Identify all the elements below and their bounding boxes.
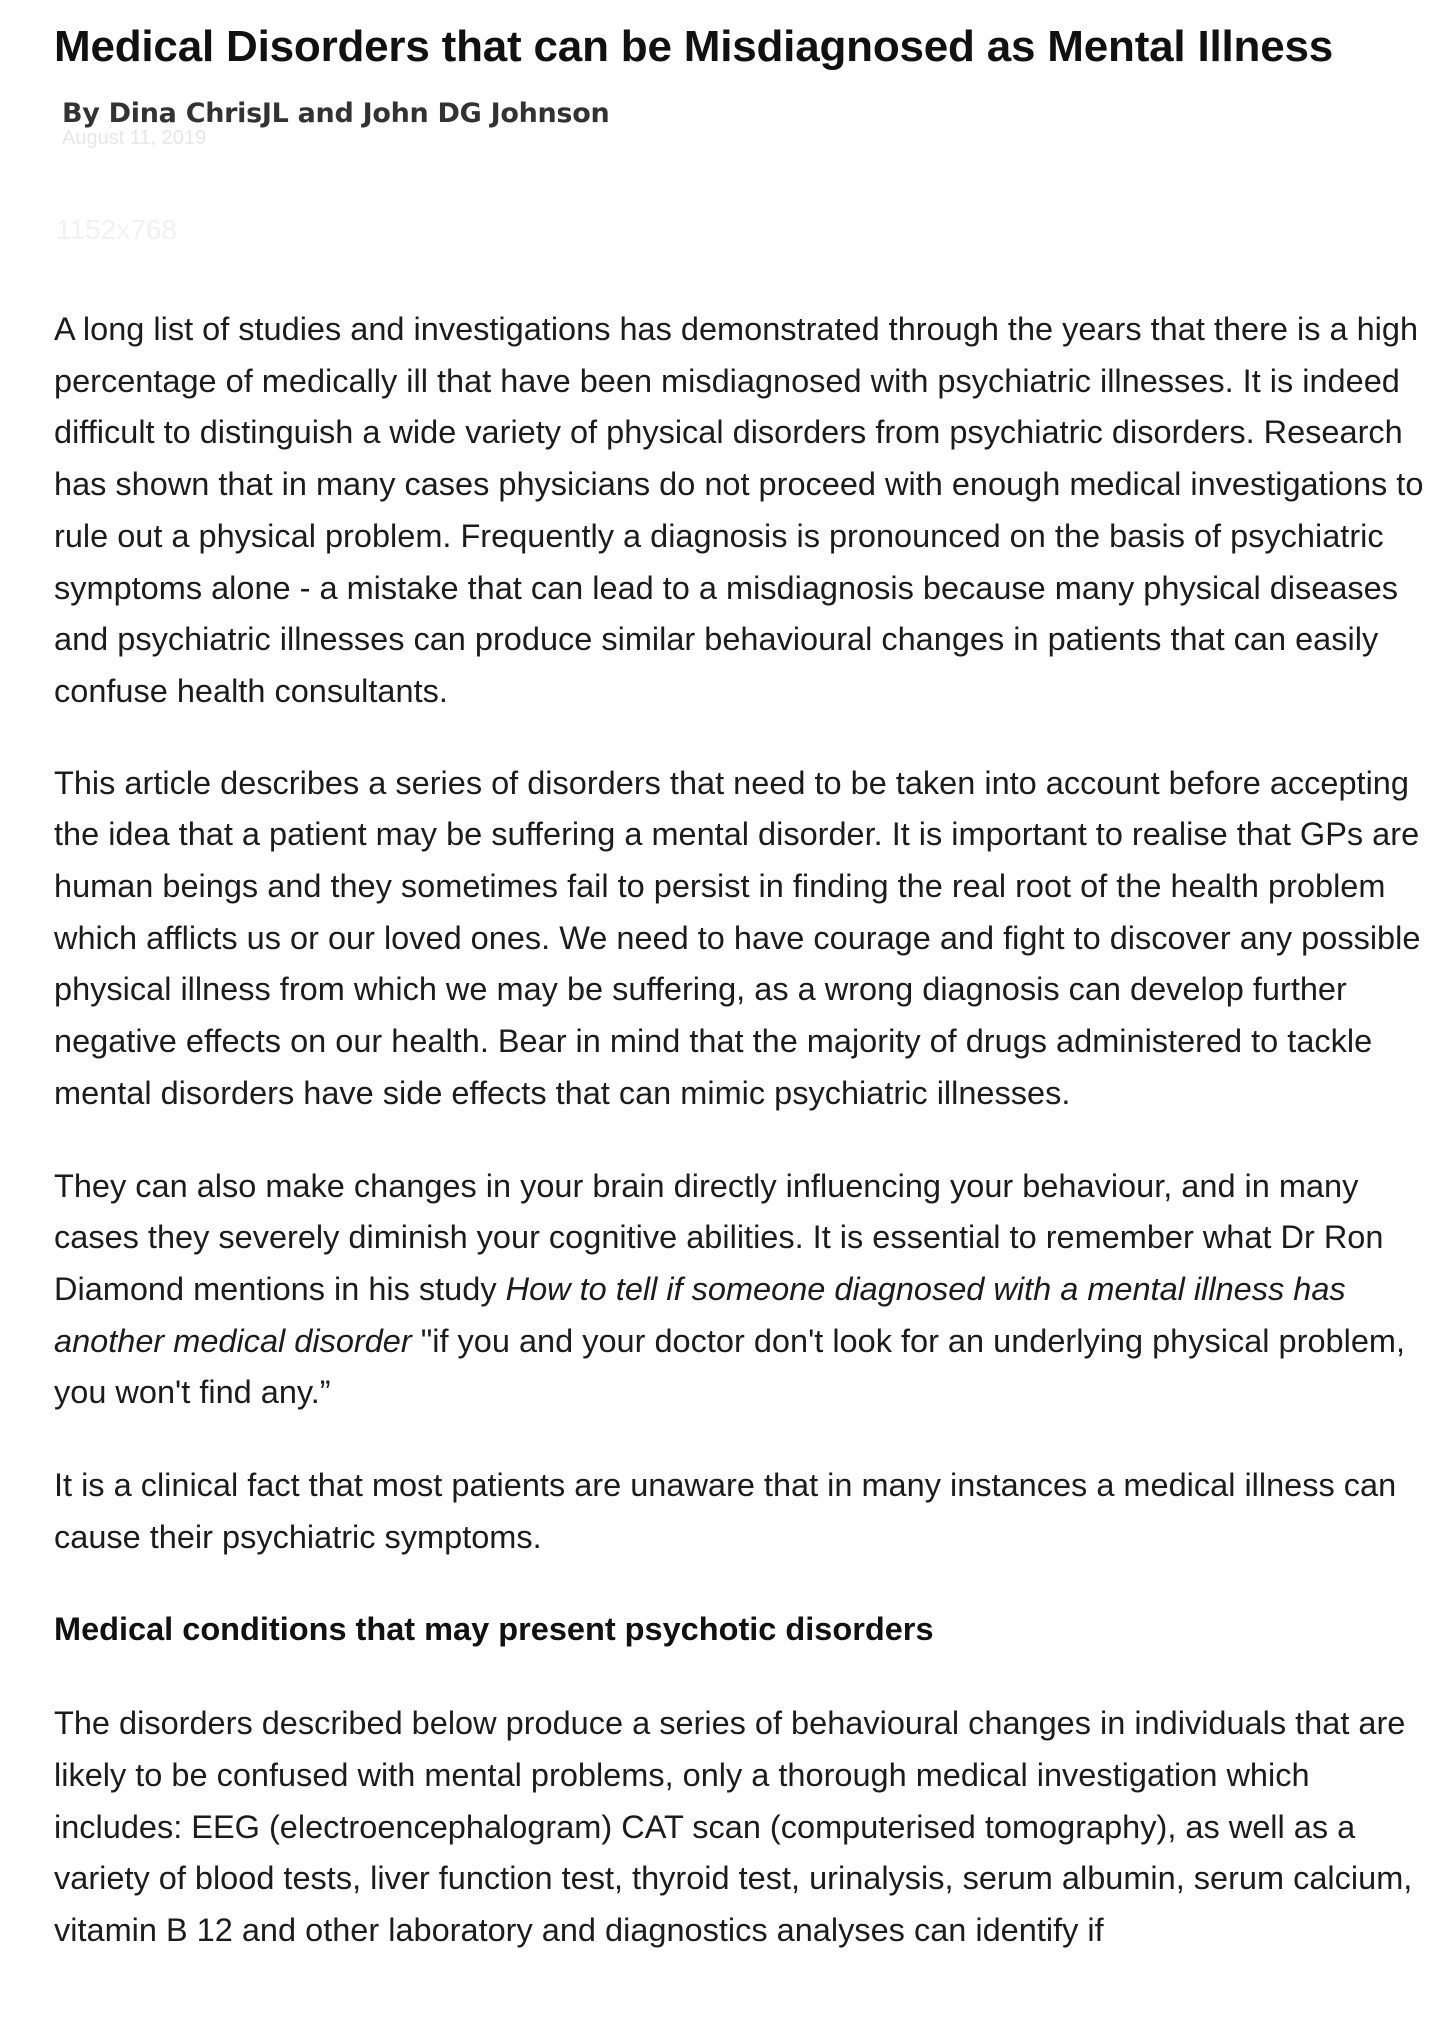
article-body [54,304,1439,1957]
article-byline: By Dina ChrisJL and John DG Johnson [62,98,610,129]
study-title: How to tell if someone diagnosed with a mental illness has another medical disorder [54,1270,1346,1359]
paragraph-disorders: This article describes a series of disorders that need to be taken into account before accepting the idea that a patient may be suffering a mental disorder. It is important to realise that GPs are human beings and they sometimes fail to persist in finding the real root of the health problem which afflicts us or our loved ones. We need to have courage and fight to discover any possible physical illness from which we may be suffering, as a wrong diagnosis can develop further negative effects on our health. Bear in mind that the majority of drugs administered to tackle mental disorders have side effects that can mimic psychiatric illnesses. [54,764,1421,1111]
paragraph-clinical-fact: It is a clinical fact that most patients are unaware that in many instances a medical illness can cause their psychiatric symptoms. [54,1467,1397,1555]
paragraph-brain-changes-start: They can also make changes in your brain directly influencing your behaviour, and in many cases they severely diminish your cognitive abilities. It is essential to remember what Dr Ron Diamond mentions in his study [54,1167,1384,1307]
faded-image-size: 1152x768 [56,214,177,245]
faded-date: August 11, 2019 [62,127,207,149]
paragraph-behavioural-changes: The disorders described below produce a series of behavioural changes in individuals that are likely to be confused with mental problems, only a thorough medical investigation which includes: EEG (electroencephalogram) CAT scan (computerised tomography), as well as a variety of blood tests, liver function test, thyroid test, urinalysis, serum albumin, serum calcium, vitamin B 12 and other laboratory and diagnostics analyses can identify if [54,1705,1413,1948]
paragraph-brain-changes [54,1161,1439,1420]
section-heading: Medical conditions that may present psychotic disorders [54,1611,934,1648]
paragraph-brain-changes-quote: "if you and your doctor don't look for an underlying physical problem, you won't find any.” [54,1322,1406,1411]
paragraph-intro: A long list of studies and investigations has demonstrated through the years that there is a high percentage of medically ill that have been misdiagnosed with psychiatric illnesses. It is indeed difficult to distinguish a wide variety of physical disorders from psychiatric disorders. Research has shown that in many cases physicians do not proceed with enough medical investigations to rule out a physical problem. Frequently a diagnosis is pronounced on the basis of psychiatric symptoms alone - a mistake that can lead to a misdiagnosis because many physical diseases and psychiatric illnesses can produce similar behavioural changes in patients that can easily confuse health consultants. [54,311,1424,709]
article-title: Medical Disorders that can be Misdiagnosed as Mental Illness [54,22,1334,71]
